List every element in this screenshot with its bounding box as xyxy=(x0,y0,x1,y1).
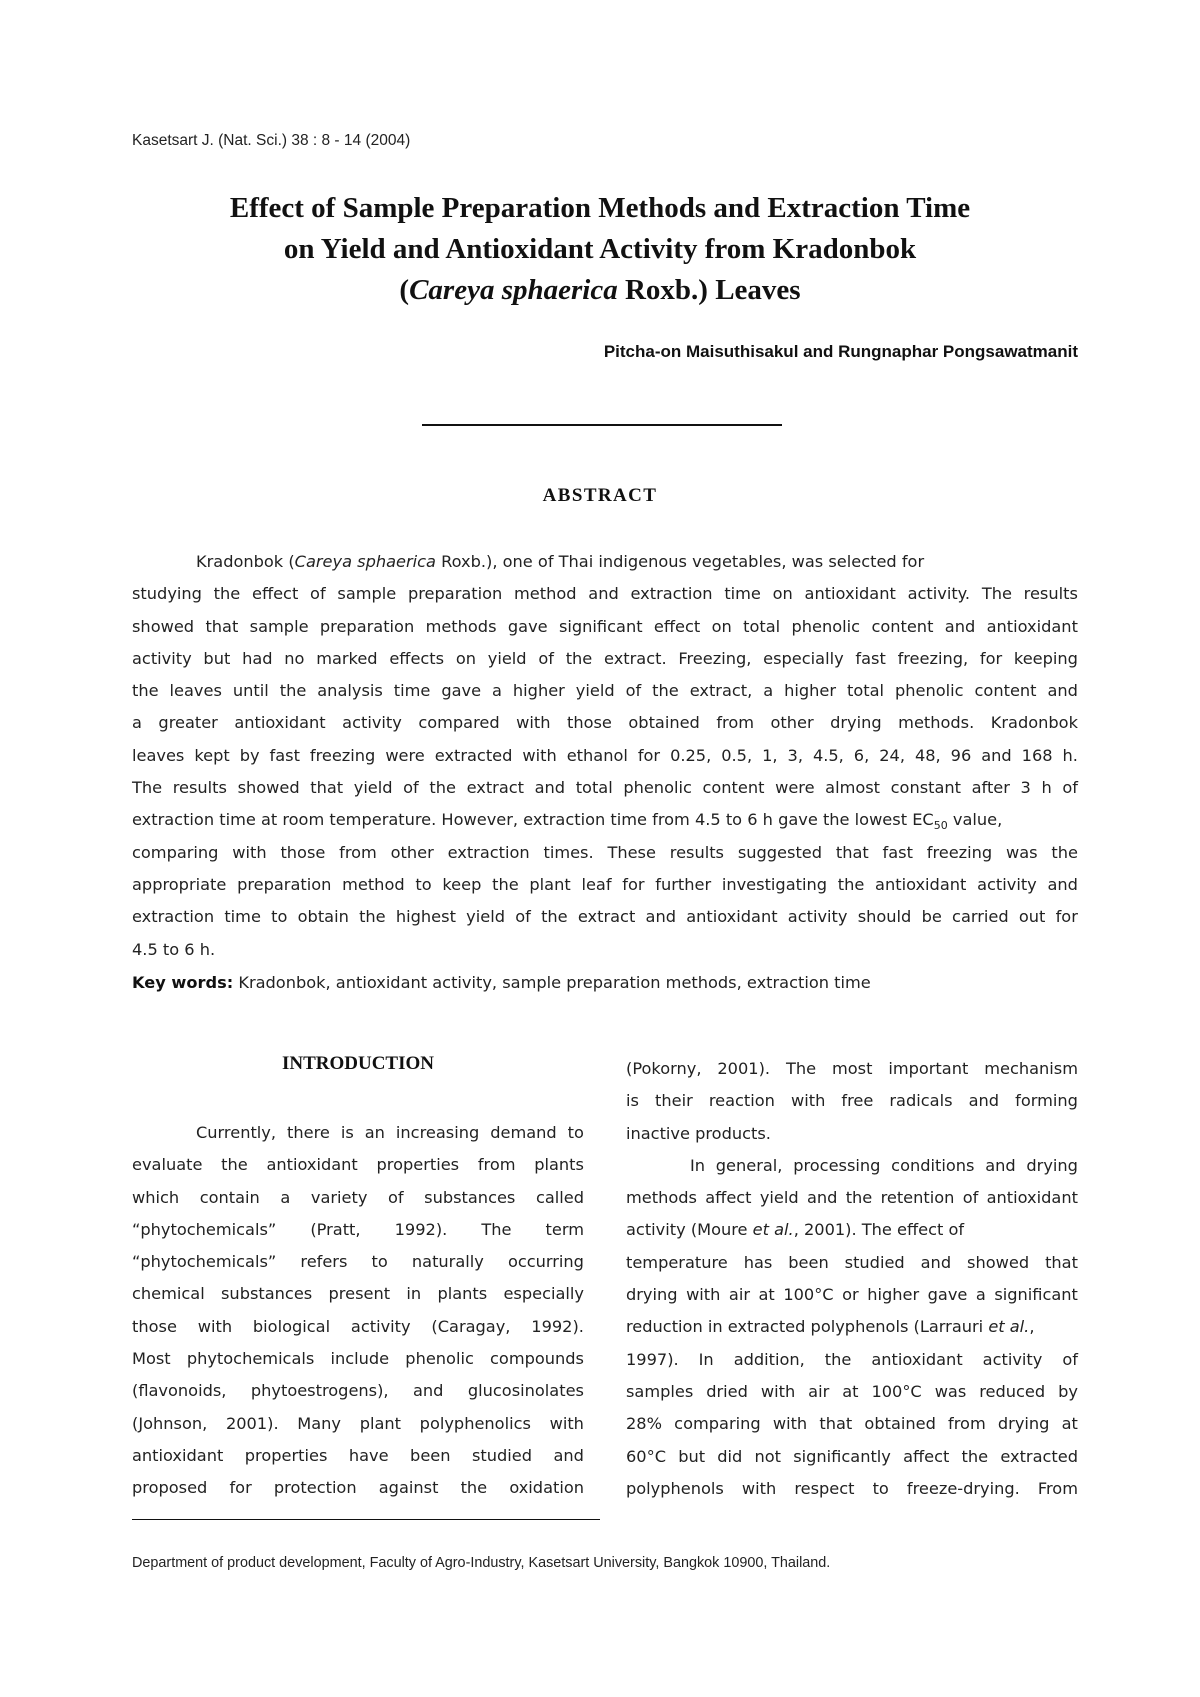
introduction-left-column xyxy=(132,1117,584,1505)
footnote-divider xyxy=(132,1519,600,1520)
abstract-line: studying the effect of sample preparation method and extraction time on antioxidant activity. The results xyxy=(132,584,1078,604)
journal-reference: Kasetsart J. (Nat. Sci.) 38 : 8 - 14 (2004) xyxy=(132,132,411,149)
paper-title xyxy=(150,188,1050,311)
abstract-line: extraction time at room temperature. However, extraction time from 4.5 to 6 h gave the lowest $EC_{50}$ value, xyxy=(132,810,1003,833)
body-line: activity (Moure et al., 2001). The effect of xyxy=(626,1220,965,1240)
body-line: “phytochemicals” (Pratt, 1992). The term xyxy=(132,1219,584,1239)
introduction-right-column xyxy=(626,1053,1078,1505)
keywords xyxy=(132,967,1078,999)
footnote-affiliation: Department of product development, Faculty of Agro-Industry, Kasetsart University, Bangkok 10900, Thailand. xyxy=(132,1555,831,1571)
body-line: In general, processing conditions and drying xyxy=(690,1155,1078,1175)
abstract-line: the leaves until the analysis time gave a higher yield of the extract, a higher total phenolic content and xyxy=(132,681,1078,701)
body-line: temperature has been studied and showed that xyxy=(626,1252,1078,1272)
species-name: Careya sphaerica xyxy=(409,274,618,306)
introduction-heading: INTRODUCTION xyxy=(281,1053,435,1074)
abstract-line: showed that sample preparation methods gave significant effect on total phenolic content and antioxidant xyxy=(132,616,1078,636)
abstract-body xyxy=(132,546,1078,966)
body-line: samples dried with air at 100°C was reduced by xyxy=(626,1381,1078,1401)
body-line: those with biological activity (Caragay, 1992). xyxy=(132,1316,584,1336)
body-line: evaluate the antioxidant properties from plants xyxy=(132,1155,584,1175)
body-line: “phytochemicals” refers to naturally occurring xyxy=(132,1252,584,1272)
keywords-text: Kradonbok, antioxidant activity, sample preparation methods, extraction time xyxy=(233,973,871,992)
abstract-line: 4.5 to 6 h. xyxy=(132,939,216,959)
body-line: Currently, there is an increasing demand to xyxy=(196,1123,584,1142)
abstract-line: leaves kept by fast freezing were extracted with ethanol for 0.25, 0.5, 1, 3, 4.5, 6, 24, 48, 96 and 168 h. xyxy=(132,745,1078,765)
title-line-1: Effect of Sample Preparation Methods and Extraction Time xyxy=(229,192,971,224)
abstract-heading: ABSTRACT xyxy=(542,485,658,506)
body-line: polyphenols with respect to freeze-drying. From xyxy=(626,1478,1078,1498)
body-line: (Johnson, 2001). Many plant polyphenolics with xyxy=(132,1413,584,1433)
title-line-2: on Yield and Antioxidant Activity from Kradonbok xyxy=(283,233,917,265)
body-line: chemical substances present in plants especially xyxy=(132,1284,584,1304)
abstract-line: a greater antioxidant activity compared with those obtained from other drying methods. Kradonbok xyxy=(132,713,1078,733)
body-line: inactive products. xyxy=(626,1123,771,1143)
title-divider xyxy=(422,424,782,426)
body-line: 60°C but did not significantly affect the extracted xyxy=(626,1446,1078,1466)
body-line: drying with air at 100°C or higher gave a significant xyxy=(626,1285,1078,1305)
abstract-line: Kradonbok (Careya sphaerica Roxb.), one of Thai indigenous vegetables, was selected for xyxy=(196,552,925,571)
body-line: reduction in extracted polyphenols (Larrauri et al., xyxy=(626,1317,1035,1337)
authors: Pitcha-on Maisuthisakul and Rungnaphar Pongsawatmanit xyxy=(603,342,1078,361)
abstract-line: extraction time to obtain the highest yield of the extract and antioxidant activity should be carried out for xyxy=(132,907,1078,927)
body-line: is their reaction with free radicals and forming xyxy=(626,1091,1078,1111)
body-line: 28% comparing with that obtained from drying at xyxy=(626,1414,1078,1434)
keywords-label: Key words: xyxy=(132,973,234,992)
body-line: which contain a variety of substances called xyxy=(132,1187,584,1207)
body-line: 1997). In addition, the antioxidant activity of xyxy=(626,1349,1078,1369)
abstract-line: activity but had no marked effects on yield of the extract. Freezing, especially fast freezing, for keeping xyxy=(132,648,1078,668)
body-line: (Pokorny, 2001). The most important mechanism xyxy=(626,1059,1078,1078)
abstract-line: comparing with those from other extraction times. These results suggested that fast freezing was the xyxy=(132,842,1078,862)
body-line: Most phytochemicals include phenolic compounds xyxy=(132,1349,584,1369)
title-line-3: (Careya sphaerica Roxb.) Leaves xyxy=(399,274,801,306)
body-line: methods affect yield and the retention of antioxidant xyxy=(626,1188,1078,1208)
body-line: antioxidant properties have been studied and xyxy=(132,1445,584,1465)
body-line: (flavonoids, phytoestrogens), and glucosinolates xyxy=(132,1381,584,1401)
abstract-line: The results showed that yield of the extract and total phenolic content were almost constant after 3 h of xyxy=(132,778,1078,798)
abstract-line: appropriate preparation method to keep the plant leaf for further investigating the antioxidant activity and xyxy=(132,874,1078,894)
body-line: proposed for protection against the oxidation xyxy=(132,1478,584,1498)
